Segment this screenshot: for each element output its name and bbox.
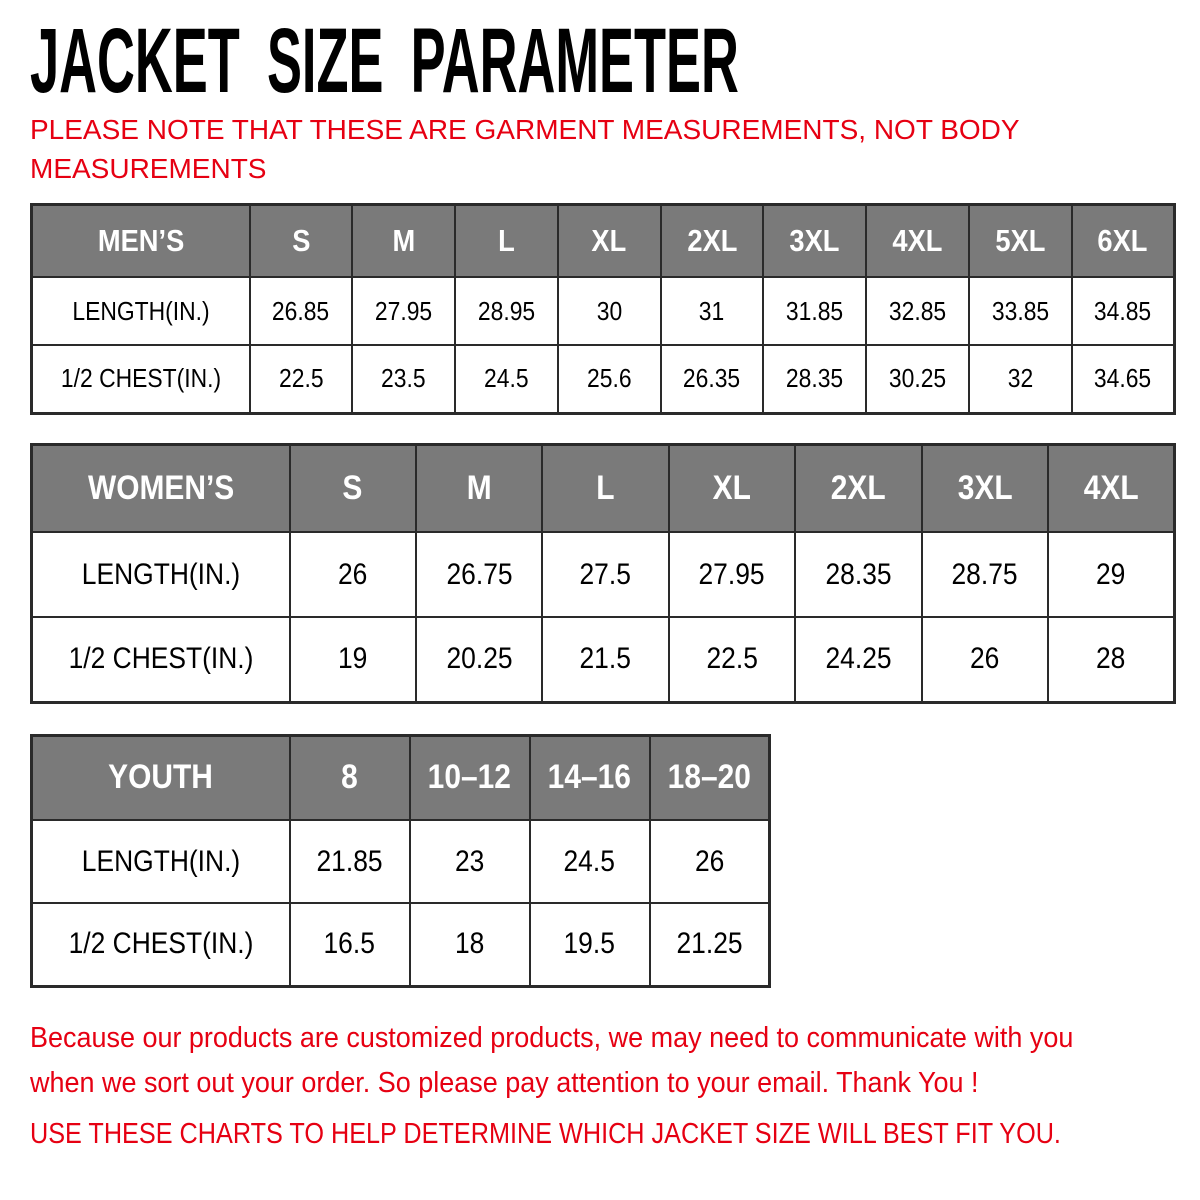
row-label-cell-text: LENGTH(IN.) [72, 295, 210, 326]
value-cell-text: 31.85 [786, 295, 844, 326]
custom-order-note [30, 1016, 1180, 1106]
value-cell-text: 18 [454, 927, 485, 961]
size-header-cell-text: S [342, 468, 363, 507]
value-cell [410, 903, 530, 986]
size-header-cell-text: S [291, 222, 310, 258]
value-cell [1048, 617, 1174, 702]
value-cell [290, 820, 410, 903]
value-cell [455, 277, 558, 345]
group-label-cell-text: YOUTH [108, 758, 214, 797]
value-cell-text: 30.25 [888, 363, 947, 394]
group-label-cell [32, 735, 290, 820]
custom-order-note-line-2 [30, 1061, 1180, 1106]
value-cell [530, 820, 650, 903]
size-header-cell [530, 735, 650, 820]
size-header-cell-text: 6XL [1097, 222, 1148, 258]
value-cell [250, 277, 353, 345]
mens-size-table [30, 203, 1176, 415]
value-cell [669, 532, 795, 617]
value-cell-text: 26 [694, 844, 724, 878]
group-label-cell [32, 204, 250, 277]
size-header-cell [650, 735, 770, 820]
measurement-row [32, 532, 1175, 617]
value-cell-text: 20.25 [446, 642, 513, 676]
value-cell-text: 26.35 [683, 363, 741, 394]
value-cell-text: 22.5 [706, 642, 758, 676]
size-header-cell [352, 204, 455, 277]
group-label-cell [32, 444, 290, 532]
size-header-cell-text: 10–12 [427, 758, 512, 797]
value-cell [290, 532, 416, 617]
value-cell-text: 34.85 [1094, 295, 1152, 326]
row-label-cell-text: LENGTH(IN.) [81, 844, 240, 878]
value-cell [650, 820, 770, 903]
size-header-cell [969, 204, 1072, 277]
value-cell-text: 30 [596, 295, 622, 326]
youth-size-table [30, 734, 771, 988]
value-cell-text: 29 [1096, 557, 1126, 591]
value-cell [250, 345, 353, 413]
value-cell [530, 903, 650, 986]
size-header-cell-text: 18–20 [667, 758, 751, 797]
value-cell [650, 903, 770, 986]
value-cell [866, 345, 969, 413]
value-cell-text: 25.6 [586, 363, 632, 394]
value-cell [1072, 277, 1175, 345]
value-cell [795, 617, 921, 702]
value-cell [290, 903, 410, 986]
value-cell-text: 24.5 [563, 844, 616, 878]
value-cell-text: 28.35 [825, 557, 892, 591]
value-cell [969, 277, 1072, 345]
value-cell-text: 32 [1007, 363, 1033, 394]
value-cell-text: 16.5 [323, 927, 376, 961]
size-header-cell-text: 2XL [686, 222, 737, 258]
value-cell-text: 23 [454, 844, 485, 878]
size-header-cell-text: M [392, 222, 416, 258]
measurement-row [32, 903, 770, 986]
measurement-row [32, 277, 1175, 345]
value-cell-text: 28 [1096, 642, 1126, 676]
value-cell [542, 617, 668, 702]
value-cell [416, 532, 542, 617]
size-header-cell-text: L [498, 222, 515, 258]
value-cell-text: 21.85 [316, 844, 383, 878]
measurement-row [32, 617, 1175, 702]
size-header-row [32, 735, 770, 820]
value-cell-text: 21.25 [676, 927, 743, 961]
value-cell [661, 277, 764, 345]
value-cell [922, 617, 1048, 702]
size-header-cell [542, 444, 668, 532]
value-cell-text: 27.95 [375, 295, 433, 326]
size-header-cell-text: 8 [341, 758, 358, 797]
size-header-cell-text: L [596, 468, 615, 507]
size-header-cell [669, 444, 795, 532]
row-label-cell-text: 1/2 CHEST(IN.) [68, 927, 254, 961]
measurement-row [32, 820, 770, 903]
value-cell [795, 532, 921, 617]
size-header-cell-text: 3XL [789, 222, 840, 258]
value-cell [352, 277, 455, 345]
value-cell-text: 19.5 [563, 927, 616, 961]
value-cell-text: 24.5 [484, 363, 529, 394]
size-header-cell [290, 444, 416, 532]
size-header-cell [763, 204, 866, 277]
size-header-cell [410, 735, 530, 820]
size-header-cell [290, 735, 410, 820]
value-cell-text: 26.85 [272, 295, 330, 326]
value-cell [763, 345, 866, 413]
value-cell [969, 345, 1072, 413]
size-header-cell-text: 3XL [957, 468, 1013, 507]
size-header-cell [558, 204, 661, 277]
value-cell-text: 34.65 [1094, 363, 1152, 394]
value-cell-text: 31 [699, 295, 725, 326]
row-label-cell [32, 345, 250, 413]
size-header-cell [416, 444, 542, 532]
value-cell [416, 617, 542, 702]
row-label-cell [32, 903, 290, 986]
custom-order-note-line-1-text: Because our products are customized products, we may need to communicate with you [30, 1021, 1074, 1054]
fit-advice-note [30, 1118, 1180, 1151]
value-cell-text: 32.85 [888, 295, 947, 326]
value-cell-text: 28.35 [786, 363, 844, 394]
value-cell [410, 820, 530, 903]
size-header-cell [866, 204, 969, 277]
value-cell-text: 33.85 [991, 295, 1049, 326]
garment-measurement-note [30, 111, 1180, 188]
value-cell [558, 277, 661, 345]
size-header-cell-text: 2XL [830, 468, 886, 507]
row-label-cell [32, 820, 290, 903]
measurement-row [32, 345, 1175, 413]
value-cell-text: 27.5 [579, 557, 632, 591]
value-cell [669, 617, 795, 702]
value-cell-text: 26.75 [446, 557, 513, 591]
size-header-cell-text: M [466, 468, 492, 507]
value-cell [558, 345, 661, 413]
size-header-cell [795, 444, 921, 532]
size-header-cell [1072, 204, 1175, 277]
value-cell-text: 28.95 [477, 295, 536, 326]
value-cell-text: 23.5 [381, 363, 426, 394]
value-cell [542, 532, 668, 617]
row-label-cell-text: 1/2 CHEST(IN.) [60, 363, 221, 394]
womens-size-table [30, 443, 1176, 704]
size-header-cell [661, 204, 764, 277]
value-cell-text: 26 [338, 557, 368, 591]
value-cell [352, 345, 455, 413]
size-header-cell-text: 5XL [995, 222, 1046, 258]
value-cell [1072, 345, 1175, 413]
value-cell-text: 28.75 [951, 557, 1018, 591]
garment-note-line-1: PLEASE NOTE THAT THESE ARE GARMENT MEASUREMENTS, NOT BODY [30, 114, 1020, 146]
page-title-text: JACKET SIZE PARAMETER [30, 10, 739, 112]
custom-order-note-line-1 [30, 1016, 1180, 1061]
row-label-cell [32, 277, 250, 345]
size-header-cell [922, 444, 1048, 532]
size-header-row [32, 204, 1175, 277]
size-header-cell-text: 4XL [1083, 468, 1139, 507]
size-header-cell [250, 204, 353, 277]
value-cell [290, 617, 416, 702]
size-header-row [32, 444, 1175, 532]
row-label-cell-text: 1/2 CHEST(IN.) [68, 642, 254, 676]
value-cell-text: 24.25 [825, 642, 892, 676]
value-cell [763, 277, 866, 345]
fit-advice-note-text: USE THESE CHARTS TO HELP DETERMINE WHICH JACKET SIZE WILL BEST FIT YOU. [30, 1117, 1061, 1150]
size-header-cell [455, 204, 558, 277]
value-cell [922, 532, 1048, 617]
row-label-cell [32, 532, 290, 617]
value-cell [1048, 532, 1174, 617]
group-label-cell-text: WOMEN’S [87, 468, 234, 507]
page-title [30, 10, 1180, 112]
value-cell-text: 27.95 [698, 557, 766, 591]
group-label-cell-text: MEN’S [97, 222, 184, 258]
value-cell-text: 26 [970, 642, 1000, 676]
custom-order-note-line-2-text: when we sort out your order. So please pay attention to your email. Thank You ! [30, 1066, 979, 1099]
value-cell [661, 345, 764, 413]
value-cell [866, 277, 969, 345]
row-label-cell [32, 617, 290, 702]
value-cell-text: 22.5 [278, 363, 324, 394]
value-cell-text: 21.5 [579, 642, 632, 676]
size-header-cell [1048, 444, 1174, 532]
size-header-cell-text: XL [591, 222, 627, 258]
garment-note-line-2: MEASUREMENTS [30, 153, 267, 185]
size-header-cell-text: 4XL [892, 222, 943, 258]
size-header-cell-text: 14–16 [547, 758, 632, 797]
size-header-cell-text: XL [712, 468, 752, 507]
value-cell-text: 19 [338, 642, 368, 676]
value-cell [455, 345, 558, 413]
row-label-cell-text: LENGTH(IN.) [81, 557, 240, 591]
